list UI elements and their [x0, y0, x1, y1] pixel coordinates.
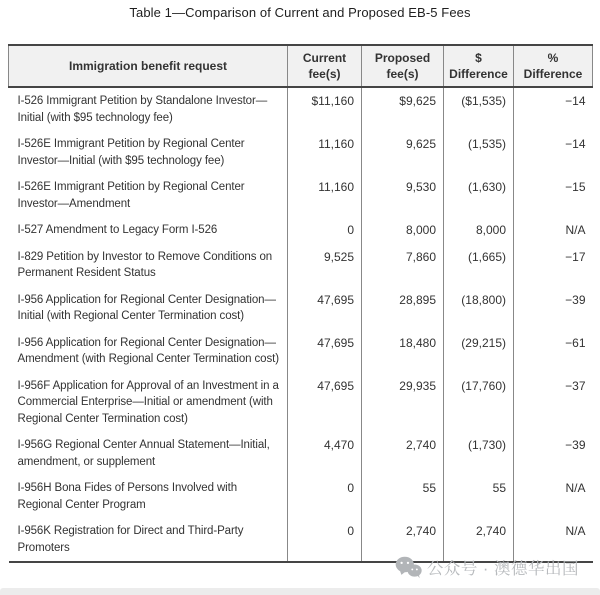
cell-dollar-difference: (1,730) [444, 432, 514, 475]
eb5-fees-table [8, 44, 593, 563]
cell-request: I-526E Immigrant Petition by Regional Center Investor—Initial (with $95 technology fee) [17, 138, 245, 167]
cell-percent-difference: −39 [514, 432, 593, 475]
cell-current-fee: 9,525 [288, 244, 362, 287]
table-row [9, 373, 593, 433]
cell-dollar-difference: (1,630) [444, 174, 514, 217]
cell-percent-difference: N/A [514, 217, 593, 244]
cell-dollar-difference: 8,000 [444, 217, 514, 244]
cell-request: I-527 Amendment to Legacy Form I-526 [17, 224, 218, 236]
table-row [9, 287, 593, 330]
table-row [9, 330, 593, 373]
cell-request: I-829 Petition by Investor to Remove Conditions on Permanent Resident Status [17, 250, 273, 279]
table-row [9, 131, 593, 174]
cell-percent-difference: N/A [514, 518, 593, 562]
cell-proposed-fee: 28,895 [362, 287, 444, 330]
cell-proposed-fee: 9,530 [362, 174, 444, 217]
cell-proposed-fee: 18,480 [362, 330, 444, 373]
cell-dollar-difference: 55 [444, 475, 514, 518]
bottom-band [0, 588, 600, 595]
cell-current-fee: 11,160 [288, 174, 362, 217]
table-row [9, 174, 593, 217]
cell-current-fee: 4,470 [288, 432, 362, 475]
watermark-text: 公众号 · 澳德华出国 [426, 560, 579, 578]
table-title: Table 1—Comparison of Current and Proposed EB-5 Fees [129, 5, 471, 20]
cell-request: I-956G Regional Center Annual Statement—Initial, amendment, or supplement [17, 439, 270, 468]
cell-percent-difference: −37 [514, 373, 593, 433]
cell-proposed-fee: 9,625 [362, 131, 444, 174]
cell-request: I-526 Immigrant Petition by Standalone Investor—Initial (with $95 technology fee) [17, 95, 268, 124]
header-current-fees: Current fee(s) [288, 45, 362, 87]
cell-current-fee: $11,160 [288, 87, 362, 131]
cell-percent-difference: −61 [514, 330, 593, 373]
table-row [9, 217, 593, 244]
cell-dollar-difference: ($1,535) [444, 87, 514, 131]
table-row [9, 432, 593, 475]
header-row [9, 45, 593, 87]
header-dollar-difference: $ Difference [444, 45, 514, 87]
table-row [9, 87, 593, 131]
cell-percent-difference: −17 [514, 244, 593, 287]
cell-request: I-526E Immigrant Petition by Regional Center Investor—Amendment [17, 181, 245, 210]
table-header [9, 45, 593, 87]
cell-request: I-956 Application for Regional Center Designation—Amendment (with Regional Center Termination cost) [17, 336, 279, 365]
cell-current-fee: 47,695 [288, 330, 362, 373]
header-proposed-fees: Proposed fee(s) [362, 45, 444, 87]
cell-dollar-difference: (29,215) [444, 330, 514, 373]
cell-proposed-fee: 55 [362, 475, 444, 518]
cell-current-fee: 0 [288, 518, 362, 562]
cell-request: I-956H Bona Fides of Persons Involved with Regional Center Program [17, 482, 238, 511]
cell-proposed-fee: 2,740 [362, 432, 444, 475]
cell-proposed-fee: 2,740 [362, 518, 444, 562]
cell-dollar-difference: 2,740 [444, 518, 514, 562]
cell-request: I-956 Application for Regional Center Designation—Initial (with Regional Center Termination cost) [17, 293, 276, 322]
wechat-icon [395, 556, 422, 579]
cell-current-fee: 47,695 [288, 373, 362, 433]
cell-dollar-difference: (17,760) [444, 373, 514, 433]
cell-request: I-956K Registration for Direct and Third-Party Promoters [9, 518, 288, 562]
cell-proposed-fee: 29,935 [362, 373, 444, 433]
cell-proposed-fee: $9,625 [362, 87, 444, 131]
cell-current-fee: 11,160 [288, 131, 362, 174]
watermark [395, 555, 579, 579]
cell-dollar-difference: (1,665) [444, 244, 514, 287]
cell-percent-difference: −39 [514, 287, 593, 330]
table-row [9, 244, 593, 287]
cell-percent-difference: N/A [514, 475, 593, 518]
header-immigration-benefit-request: Immigration benefit request [9, 45, 288, 87]
cell-percent-difference: −14 [514, 131, 593, 174]
cell-request: I-956F Application for Approval of an Investment in a Commercial Enterprise—Initial or amendment (with Regional Center Termination cost) [17, 379, 279, 425]
cell-dollar-difference: (18,800) [444, 287, 514, 330]
cell-percent-difference: −14 [514, 87, 593, 131]
cell-percent-difference: −15 [514, 174, 593, 217]
cell-proposed-fee: 7,860 [362, 244, 444, 287]
table-body [9, 87, 593, 562]
cell-proposed-fee: 8,000 [362, 217, 444, 244]
table-row [9, 475, 593, 518]
cell-dollar-difference: (1,535) [444, 131, 514, 174]
header-percent-difference: % Difference [514, 45, 593, 87]
cell-current-fee: 0 [288, 475, 362, 518]
cell-current-fee: 0 [288, 217, 362, 244]
cell-current-fee: 47,695 [288, 287, 362, 330]
